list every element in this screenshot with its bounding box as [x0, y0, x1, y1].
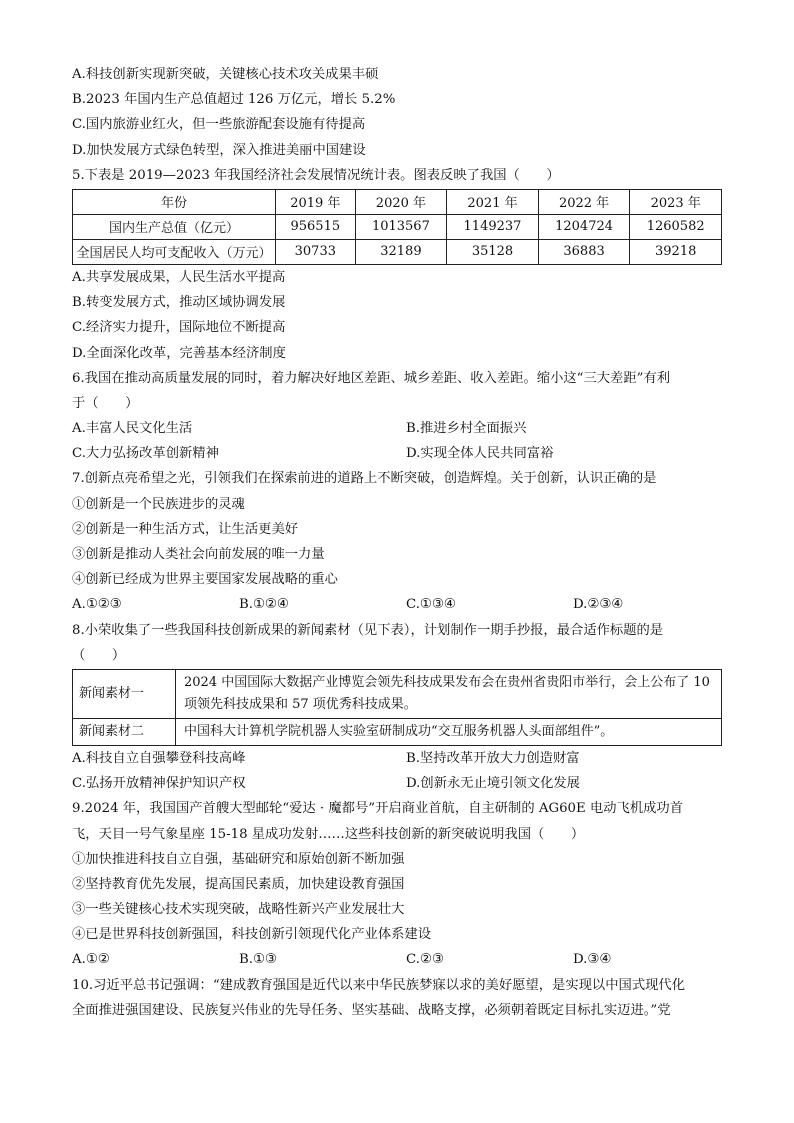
- table-cell: 32189: [355, 239, 447, 264]
- q7-option-b: B.①②④: [239, 597, 289, 613]
- q9-option-a: A.①②: [72, 952, 110, 968]
- q5-option-d: D.全面深化改革，完善基本经济制度: [72, 345, 286, 361]
- news-text: 2024 中国国际大数据产业博览会领先科技成果发布会在贵州省贵阳市举行，会上公布了 10 项领先科技成果和 57 项优秀科技成果。: [176, 669, 722, 718]
- q8-stem: 8.小荣收集了一些我国科技创新成果的新闻素材（见下表），计划制作一期手抄报，最合适作标题的是: [72, 622, 664, 638]
- table-cell: 全国居民人均可支配收入（万元）: [73, 239, 276, 264]
- q8-option-b: B.坚持改革开放大力创造财富: [406, 750, 580, 766]
- q7-options: [72, 592, 724, 617]
- q9-statement-4: ④已是世界科技创新强国，科技创新引领现代化产业体系建设: [72, 927, 432, 943]
- q7-statement-1: ①创新是一个民族进步的灵魂: [72, 496, 245, 512]
- table-row: [73, 669, 722, 718]
- q8-option-c: C.弘扬开放精神保护知识产权: [72, 776, 246, 792]
- q6-stem-cont: 于（ ）: [72, 395, 139, 411]
- table-header-row: [73, 189, 722, 214]
- table-cell: 年份: [73, 189, 276, 214]
- exam-page: [72, 62, 724, 1023]
- q6-options-row1: [72, 416, 724, 441]
- table-cell: 2020 年: [355, 189, 447, 214]
- table-cell: 2021 年: [447, 189, 539, 214]
- q8-options-row2: [72, 771, 724, 796]
- table-cell: 39218: [630, 239, 722, 264]
- q9-statement-2: ②坚持教育优先发展，提高国民素质，加快建设教育强国: [72, 876, 405, 892]
- q9-option-c: C.②③: [406, 952, 444, 968]
- q6-option-b: B.推进乡村全面振兴: [406, 421, 527, 437]
- news-label: 新闻素材二: [73, 718, 176, 745]
- q10-stem: 10.习近平总书记强调：“建成教育强国是近代以来中华民族梦寐以求的美好愿望，是实现以中国式现代化: [72, 977, 686, 993]
- q4-option-a: A.科技创新实现新突破，关键核心技术攻关成果丰硕: [72, 67, 379, 82]
- q9-option-b: B.①③: [239, 952, 277, 968]
- q9-statement-1: ①加快推进科技自立自强，基础研究和原始创新不断加强: [72, 851, 405, 867]
- q8-option-d: D.创新永无止境引领文化发展: [406, 776, 580, 792]
- q9-stem: 9.2024 年，我国国产首艘大型邮轮“爱达 · 魔都号”开启商业首航，自主研制的 AG60E 电动飞机成功首: [72, 801, 684, 817]
- q7-statement-3: ③创新是推动人类社会向前发展的唯一力量: [72, 547, 325, 562]
- table-cell: 1260582: [630, 214, 722, 239]
- table-cell: 1204724: [538, 214, 630, 239]
- q9-statement-3: ③一些关键核心技术实现突破，战略性新兴产业发展壮大: [72, 902, 405, 918]
- q6-options-row2: [72, 441, 724, 466]
- q10-stem-cont: 全面推进强国建设、民族复兴伟业的先导任务、坚实基础、战略支撑，必须朝着既定目标扎实迈进。”党: [72, 1002, 671, 1018]
- table-cell: 2022 年: [538, 189, 630, 214]
- q4-option-b: B.2023 年国内生产总值超过 126 万亿元，增长 5.2%: [72, 92, 396, 108]
- table-cell: 1013567: [355, 214, 447, 239]
- table-cell: 1149237: [447, 214, 539, 239]
- table-cell: 2023 年: [630, 189, 722, 214]
- q5-stats-table: [72, 189, 722, 265]
- q8-option-a: A.科技自立自强攀登科技高峰: [72, 750, 246, 766]
- q7-statement-2: ②创新是一种生活方式，让生活更美好: [72, 521, 299, 537]
- q6-stem: 6.我国在推动高质量发展的同时，着力解决好地区差距、城乡差距、收入差距。缩小这“三大差距”有利: [72, 370, 671, 386]
- q7-stem: 7.创新点亮希望之光，引领我们在探索前进的道路上不断突破，创造辉煌。关于创新，认识正确的是: [72, 471, 657, 487]
- q9-options: [72, 947, 724, 972]
- q4-option-c: C.国内旅游业红火，但一些旅游配套设施有待提高: [72, 117, 366, 133]
- q7-option-a: A.①②③: [72, 597, 122, 613]
- table-cell: 2019 年: [276, 189, 356, 214]
- table-cell: 国内生产总值（亿元）: [73, 214, 276, 239]
- q6-option-c: C.大力弘扬改革创新精神: [72, 446, 219, 462]
- table-row: [73, 718, 722, 745]
- q6-option-d: D.实现全体人民共同富裕: [406, 446, 554, 462]
- q5-option-c: C.经济实力提升，国际地位不断提高: [72, 320, 286, 336]
- q9-option-d: D.③④: [573, 952, 612, 968]
- q5-stem: 5.下表是 2019—2023 年我国经济社会发展情况统计表。图表反映了我国（ ）: [72, 167, 560, 183]
- news-label: 新闻素材一: [73, 669, 176, 718]
- table-cell: 36883: [538, 239, 630, 264]
- q8-news-table: [72, 669, 722, 746]
- q7-statement-4: ④创新已经成为世界主要国家发展战略的重心: [72, 572, 338, 588]
- table-row: [73, 239, 722, 264]
- q9-stem-cont: 飞，天目一号气象星座 15-18 星成功发射……这些科技创新的新突破说明我国（ ）: [72, 826, 585, 842]
- q5-option-b: B.转变发展方式，推动区域协调发展: [72, 295, 286, 311]
- table-cell: 956515: [276, 214, 356, 239]
- q4-option-d: D.加快发展方式绿色转型，深入推进美丽中国建设: [72, 142, 366, 158]
- q5-option-a: A.共享发展成果，人民生活水平提高: [72, 269, 286, 285]
- q8-stem-cont: （ ）: [72, 647, 126, 663]
- q8-options-row1: [72, 746, 724, 771]
- q7-option-c: C.①③④: [406, 597, 456, 613]
- table-cell: 30733: [276, 239, 356, 264]
- q7-option-d: D.②③④: [573, 597, 624, 613]
- table-row: [73, 214, 722, 239]
- table-cell: 35128: [447, 239, 539, 264]
- news-text: 中国科大计算机学院机器人实验室研制成功“交互服务机器人头面部组件”。: [176, 718, 722, 745]
- q6-option-a: A.丰富人民文化生活: [72, 421, 193, 437]
